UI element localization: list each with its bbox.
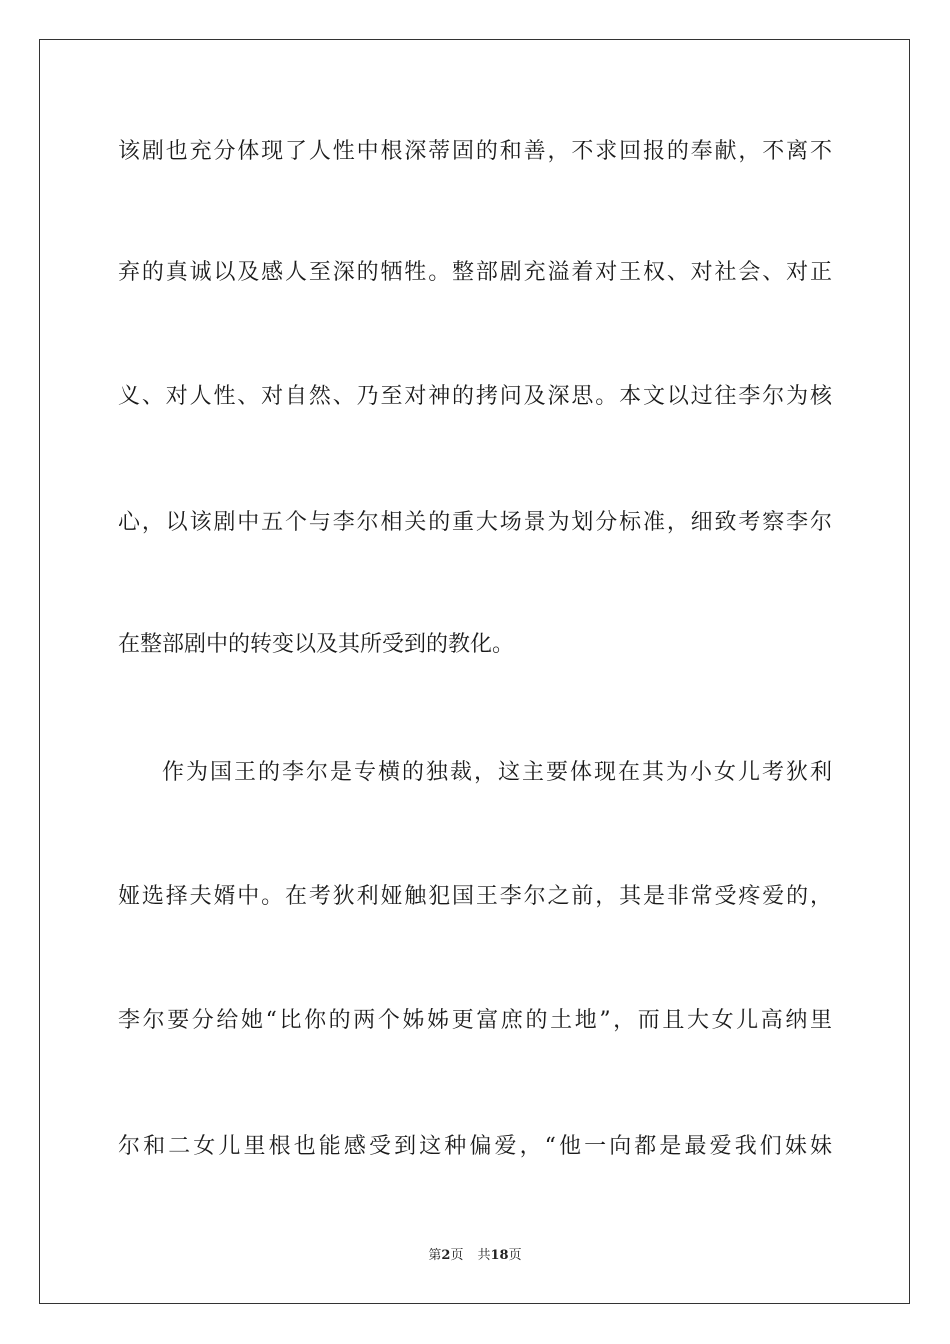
page-footer bbox=[0, 1248, 950, 1264]
paragraph-line-1: 该剧也充分体现了人性中根深蒂固的和善，不求回报的奉献，不离不 bbox=[118, 139, 832, 164]
total-suffix: 页 bbox=[508, 1248, 522, 1263]
page-border bbox=[39, 39, 910, 1304]
paragraph-line-6: 作为国王的李尔是专横的独裁，这主要体现在其为小女儿考狄利 bbox=[162, 760, 832, 785]
page-number: 2 bbox=[441, 1248, 451, 1263]
paragraph-line-9: 尔和二女儿里根也能感受到这种偏爱，“他一向都是最爱我们妹妹 bbox=[118, 1134, 832, 1159]
paragraph-line-2: 弃的真诚以及感人至深的牺牲。整部剧充溢着对王权、对社会、对正 bbox=[118, 260, 832, 285]
total-prefix: 共 bbox=[477, 1248, 491, 1263]
paragraph-line-7: 娅选择夫婿中。在考狄利娅触犯国王李尔之前，其是非常受疼爱的， bbox=[118, 884, 832, 909]
page-suffix: 页 bbox=[450, 1248, 464, 1263]
paragraph-line-3: 义、对人性、对自然、乃至对神的拷问及深思。本文以过往李尔为核 bbox=[118, 384, 832, 409]
paragraph-line-8: 李尔要分给她“比你的两个姊姊更富庶的土地”，而且大女儿高纳里 bbox=[118, 1008, 832, 1033]
paragraph-line-4: 心，以该剧中五个与李尔相关的重大场景为划分标准，细致考察李尔 bbox=[118, 510, 832, 535]
total-pages: 18 bbox=[490, 1248, 509, 1263]
page-prefix: 第 bbox=[428, 1248, 442, 1263]
paragraph-line-5: 在整部剧中的转变以及其所受到的教化。 bbox=[118, 632, 515, 657]
